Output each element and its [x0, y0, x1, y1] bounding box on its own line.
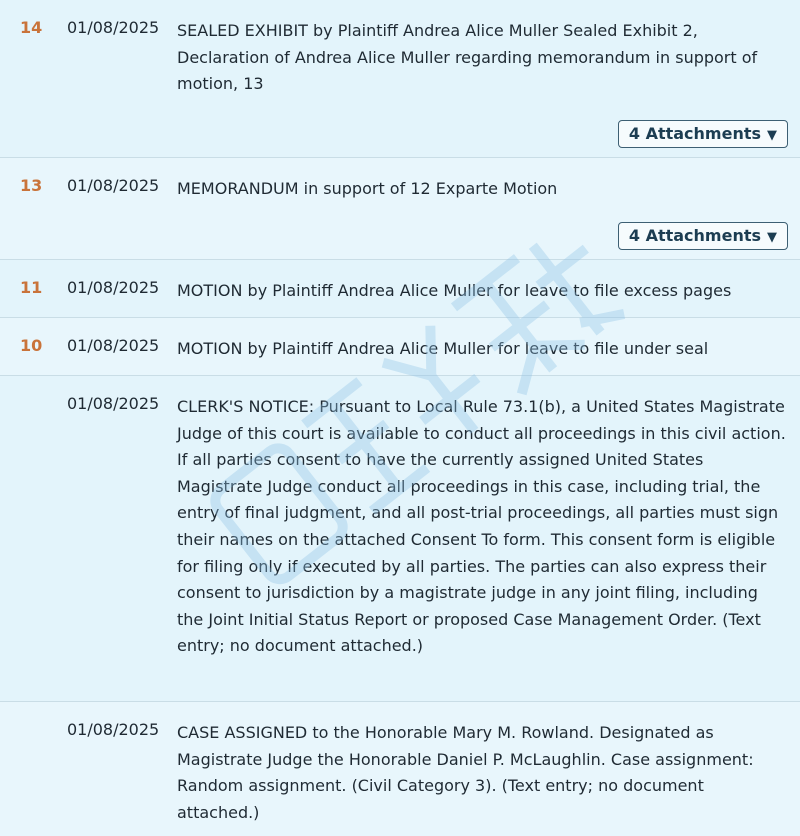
entry-text: SEALED EXHIBIT by Plaintiff Andrea Alice Muller Sealed Exhibit 2, Declaration of Andrea Alice Muller regarding memorandum in support of motion, 13: [177, 21, 758, 94]
entry-number[interactable]: 14: [20, 18, 43, 37]
chevron-down-icon: ▼: [767, 230, 777, 245]
docket-entry-14: [0, 0, 800, 158]
chevron-down-icon: ▼: [767, 128, 777, 143]
attachments-button[interactable]: [618, 222, 788, 250]
docket-entry-clerks-notice: [0, 376, 800, 702]
docket-entry-11: [0, 260, 800, 318]
entry-text: MEMORANDUM in support of 12 Exparte Motion: [177, 179, 558, 198]
docket-entry-case-assigned: [0, 702, 800, 836]
docket-entry-13: [0, 158, 800, 260]
entry-date: 01/08/2025: [67, 394, 160, 413]
attachments-label: 4 Attachments: [628, 124, 761, 143]
entry-text: MOTION by Plaintiff Andrea Alice Muller for leave to file under seal: [177, 339, 709, 358]
attachments-button[interactable]: [618, 120, 788, 148]
entry-number[interactable]: 11: [20, 278, 43, 297]
attachments-label: 4 Attachments: [628, 226, 761, 245]
entry-number[interactable]: 13: [20, 176, 43, 195]
entry-date: 01/08/2025: [67, 336, 160, 355]
entry-text: MOTION by Plaintiff Andrea Alice Muller for leave to file excess pages: [177, 281, 732, 300]
entry-date: 01/08/2025: [67, 176, 160, 195]
entry-number[interactable]: 10: [20, 336, 43, 355]
entry-date: 01/08/2025: [67, 278, 160, 297]
entry-text: CLERK'S NOTICE: Pursuant to Local Rule 73.1(b), a United States Magistrate Judge of this court is available to conduct all proceedings in this civil action. If all parties consent to have the currently assigned United States Magistrate Judge conduct all proceedings in this case, including trial, the entry of final judgment, and all post-trial proceedings, all parties must sign their names on the attached Consent To form. This consent form is eligible for filing only if executed by all parties. The parties can also express their consent to jurisdiction by a magistrate judge in any joint filing, including the Joint Initial Status Report or proposed Case Management Order. (Text entry; no document attached.): [177, 397, 786, 656]
entry-date: 01/08/2025: [67, 720, 160, 739]
entry-date: 01/08/2025: [67, 18, 160, 37]
docket-entry-10: [0, 318, 800, 376]
entry-text: CASE ASSIGNED to the Honorable Mary M. Rowland. Designated as Magistrate Judge the Honorable Daniel P. McLaughlin. Case assignment: Random assignment. (Civil Category 3). (Text entry; no document attached.): [177, 723, 754, 822]
